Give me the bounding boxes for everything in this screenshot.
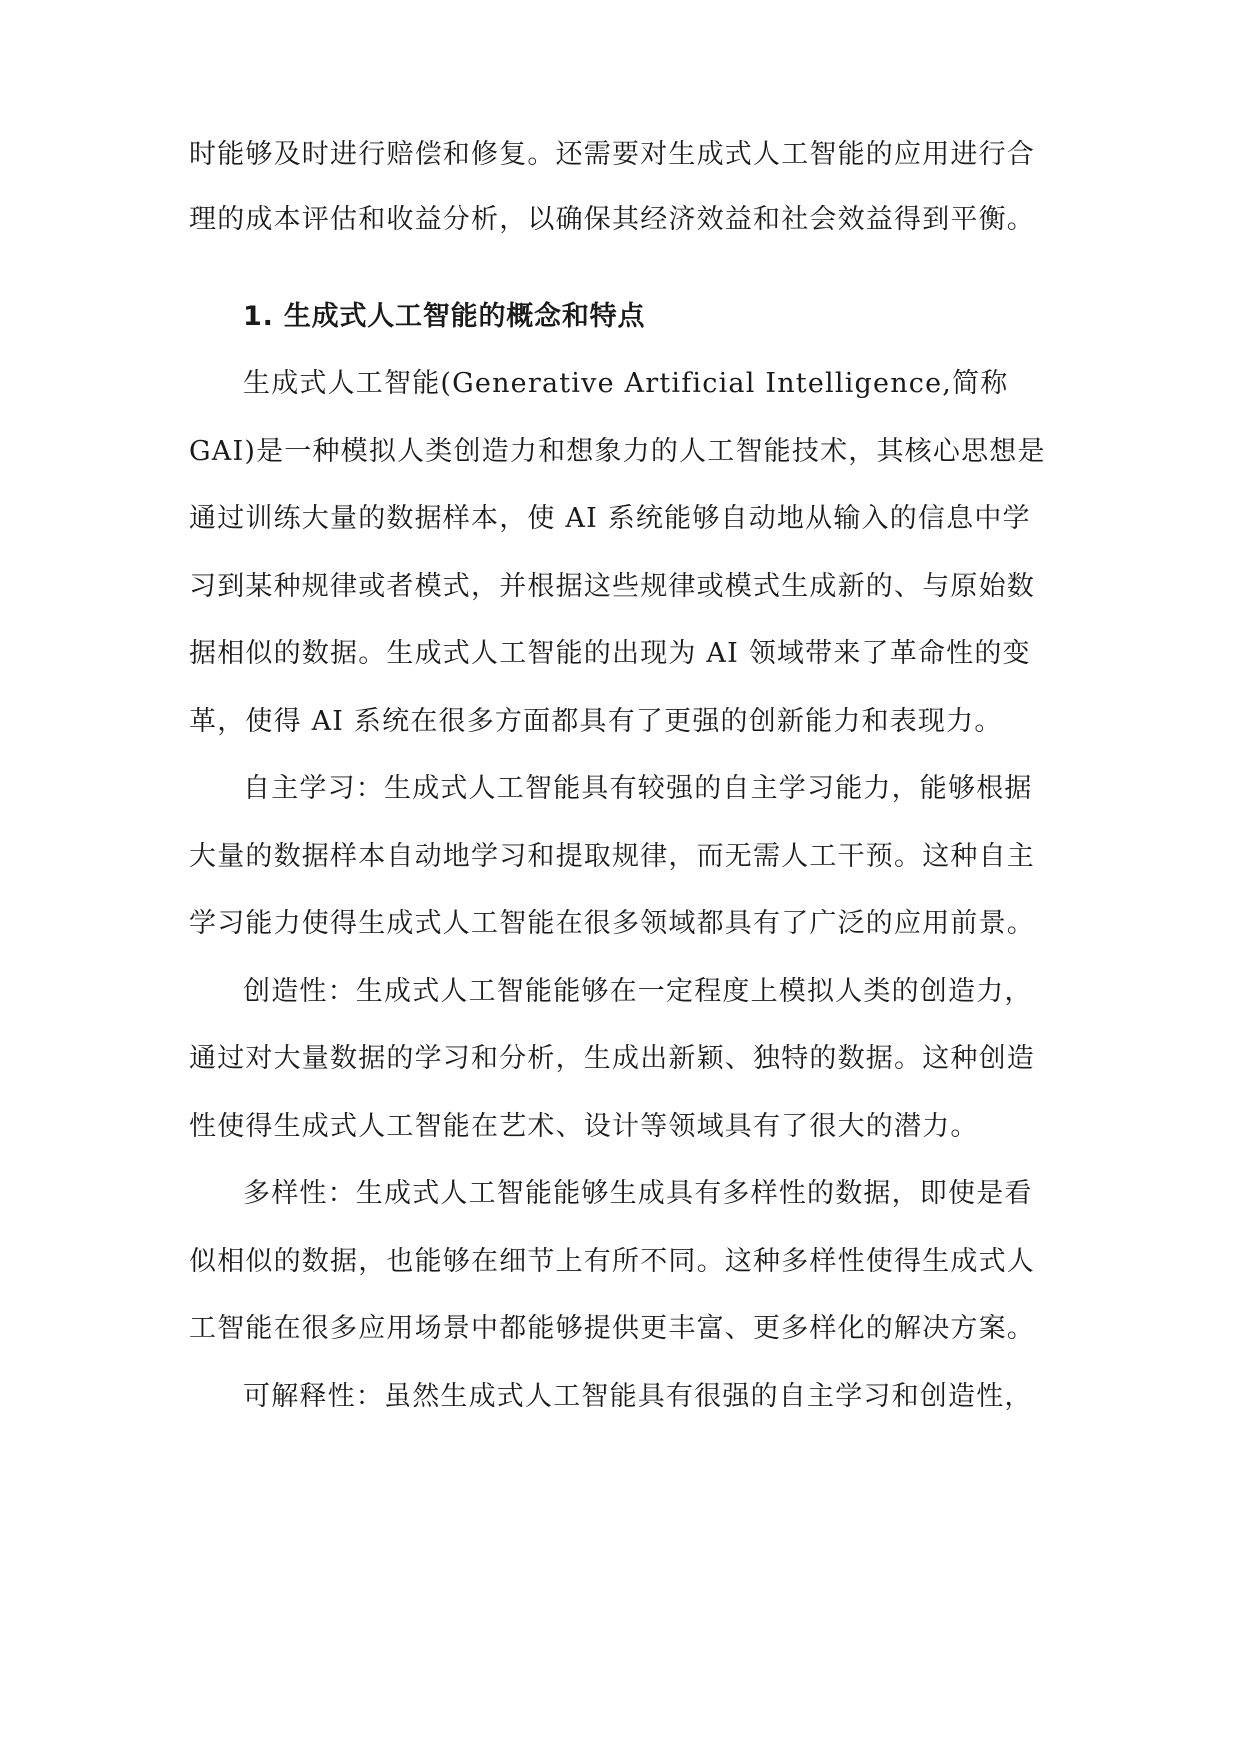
paragraph-line: 时能够及时进行赔偿和修复。还需要对生成式人工智能的应用进行合 xyxy=(189,139,1035,170)
paragraph-line: 生成式人工智能(Generative Artificial Intelligence,简称 xyxy=(243,368,1009,399)
paragraph-line: 似相似的数据，也能够在细节上有所不同。这种多样性使得生成式人 xyxy=(189,1246,1035,1277)
paragraph-line: 大量的数据样本自动地学习和提取规律，而无需人工干预。这种自主 xyxy=(189,841,1035,872)
paragraph-line: 自主学习：生成式人工智能具有较强的自主学习能力，能够根据 xyxy=(243,773,1033,804)
paragraph-line: 据相似的数据。生成式人工智能的出现为 AI 领域带来了革命性的变 xyxy=(189,638,1031,669)
paragraph-line: 通过对大量数据的学习和分析，生成出新颖、独特的数据。这种创造 xyxy=(189,1043,1035,1074)
paragraph-line: 工智能在很多应用场景中都能够提供更丰富、更多样化的解决方案。 xyxy=(189,1313,1035,1344)
paragraph-line: 革，使得 AI 系统在很多方面都具有了更强的创新能力和表现力。 xyxy=(189,706,1003,737)
paragraph-line: 理的成本评估和收益分析，以确保其经济效益和社会效益得到平衡。 xyxy=(189,204,1035,235)
paragraph-line: 习到某种规律或者模式，并根据这些规律或模式生成新的、与原始数 xyxy=(189,571,1035,602)
paragraph-line: 创造性：生成式人工智能能够在一定程度上模拟人类的创造力， xyxy=(243,976,1033,1007)
paragraph-line: 多样性：生成式人工智能能够生成具有多样性的数据，即使是看 xyxy=(243,1178,1033,1209)
paragraph-line: 通过训练大量的数据样本，使 AI 系统能够自动地从输入的信息中学 xyxy=(189,503,1031,534)
paragraph-line: 性使得生成式人工智能在艺术、设计等领域具有了很大的潜力。 xyxy=(189,1111,979,1142)
paragraph-line: GAI)是一种模拟人类创造力和想象力的人工智能技术，其核心思想是 xyxy=(189,436,1046,467)
paragraph-line: 学习能力使得生成式人工智能在很多领域都具有了广泛的应用前景。 xyxy=(189,908,1035,939)
paragraph-line: 可解释性：虽然生成式人工智能具有很强的自主学习和创造性， xyxy=(243,1381,1033,1412)
section-heading: 1. 生成式人工智能的概念和特点 xyxy=(243,301,646,332)
